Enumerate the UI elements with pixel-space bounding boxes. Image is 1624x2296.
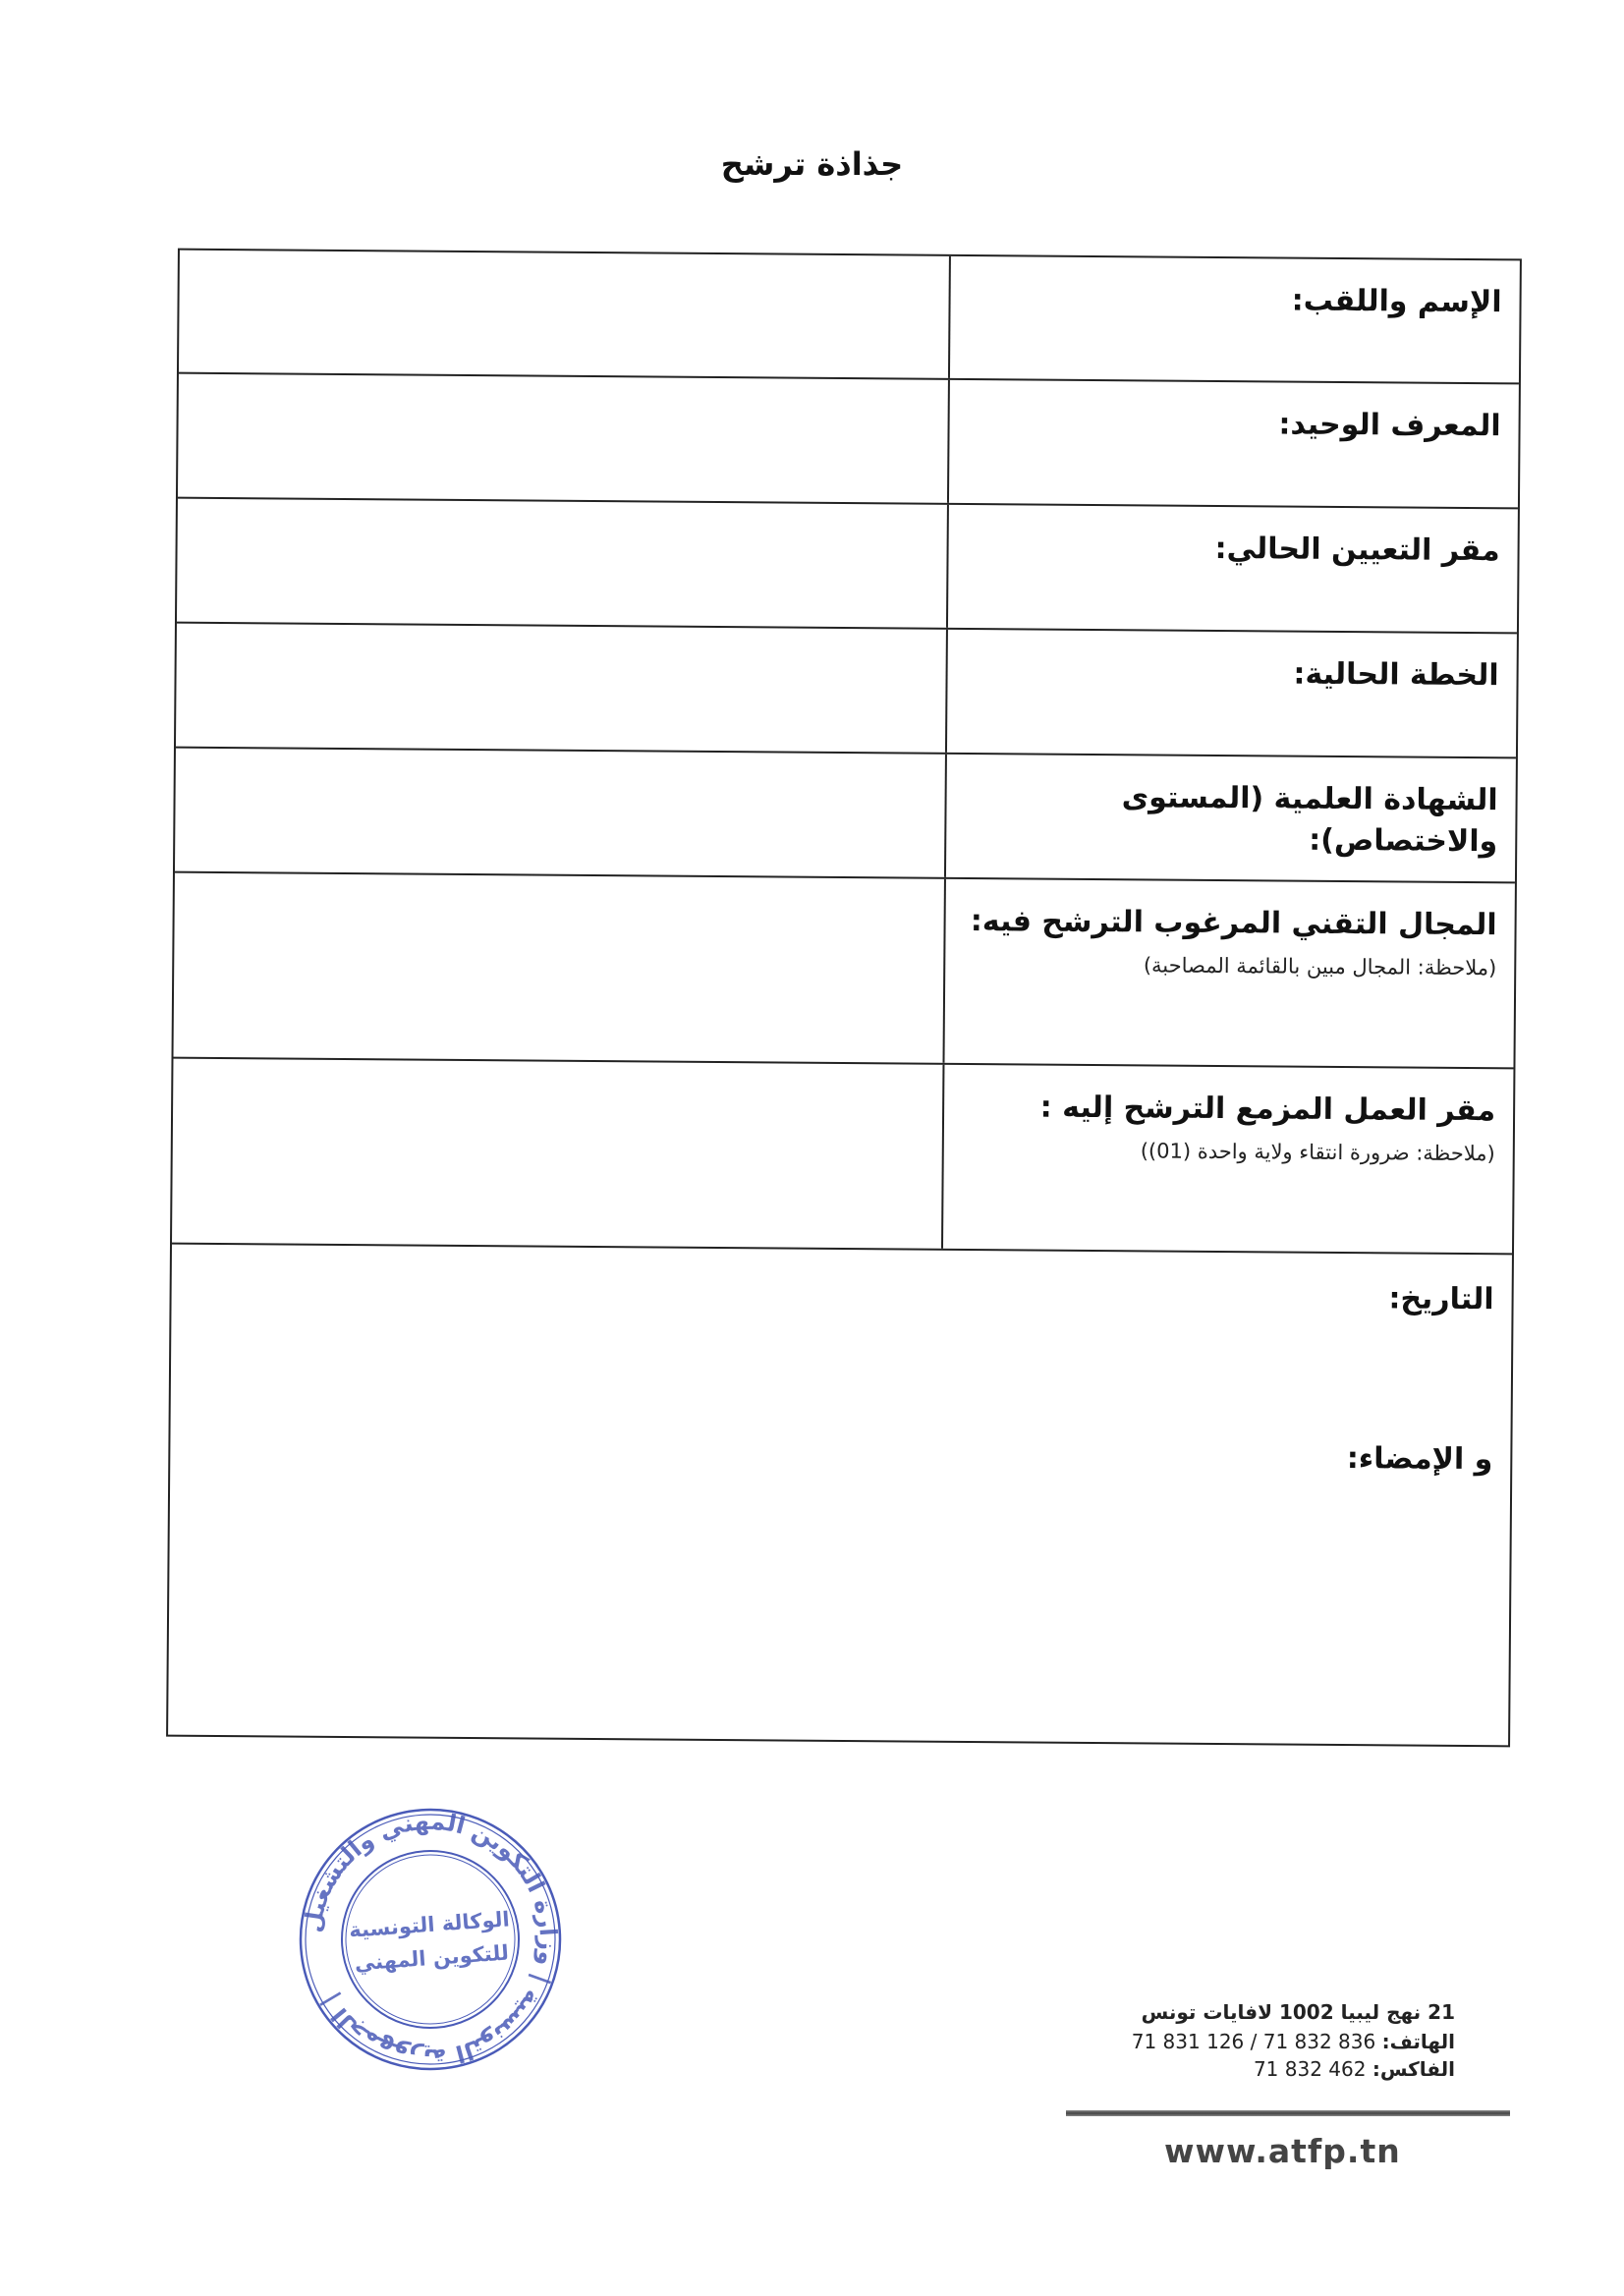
full-name-input-cell[interactable]	[179, 251, 951, 378]
field-row-current-posting	[177, 499, 1518, 635]
contact-block	[1132, 2000, 1455, 2081]
field-row-full-name	[179, 251, 1520, 385]
current-posting-label: مقر التعيين الحالي:	[1214, 531, 1500, 569]
unique-id-label: المعرف الوحيد:	[1278, 407, 1501, 444]
field-row-target-workplace	[172, 1059, 1513, 1256]
website-link[interactable]: www.atfp.tn	[1164, 2132, 1401, 2170]
candidacy-form-table	[166, 249, 1522, 1748]
stamp-inner-line2: للتكوين المهني	[354, 1940, 510, 1976]
target-workplace-input-cell[interactable]	[172, 1059, 944, 1249]
fax-value: 71 832 462	[1253, 2057, 1367, 2081]
full-name-label: الإسم واللقب:	[1291, 283, 1502, 320]
address-line: 21 نهج ليبيا 1002 لافايات تونس	[1141, 2000, 1455, 2024]
phone-label: الهاتف:	[1381, 2030, 1455, 2053]
target-workplace-label: مقر العمل المزمع الترشح إليه :	[1039, 1090, 1496, 1129]
field-row-technical-field	[173, 873, 1514, 1070]
official-stamp	[288, 1797, 573, 2082]
stamp-inner-line1: الوكالة التونسية	[348, 1907, 511, 1942]
field-row-unique-id	[178, 374, 1519, 510]
target-workplace-note: (ملاحظة: ضرورة انتقاء ولاية واحدة (01))	[1140, 1139, 1495, 1166]
field-row-current-position	[176, 624, 1517, 759]
date-label: التاريخ:	[1388, 1281, 1494, 1317]
form-title: جذاذة ترشح	[720, 145, 904, 183]
current-posting-input-cell[interactable]	[177, 499, 949, 628]
technical-field-note: (ملاحظة: المجال مبين بالقائمة المصاحبة)	[1143, 953, 1497, 980]
stamp-outer-text: الجمهورية التونسية | وزارة التكوين المهني والتشغيل |	[298, 1807, 563, 2072]
fax-label: الفاكس:	[1372, 2057, 1455, 2081]
signature-label: و الإمضاء:	[1346, 1441, 1493, 1478]
current-position-label: الخطة الحالية:	[1293, 656, 1499, 694]
svg-text:الجمهورية التونسية | وزارة الت	[291, 1799, 571, 2080]
degree-input-cell[interactable]	[175, 749, 947, 877]
degree-label: الشهادة العلمية (المستوى والاختصاص):	[1121, 780, 1498, 860]
technical-field-input-cell[interactable]	[174, 873, 946, 1063]
unique-id-input-cell[interactable]	[178, 374, 950, 503]
phone-value: 71 831 126 / 71 832 836	[1131, 2030, 1376, 2053]
current-position-input-cell[interactable]	[176, 624, 948, 753]
footer-divider	[1066, 2110, 1510, 2116]
field-row-degree	[175, 749, 1516, 884]
date-signature-area[interactable]	[168, 1245, 1512, 1746]
technical-field-label: المجال التقني المرغوب الترشح فيه:	[970, 904, 1497, 943]
